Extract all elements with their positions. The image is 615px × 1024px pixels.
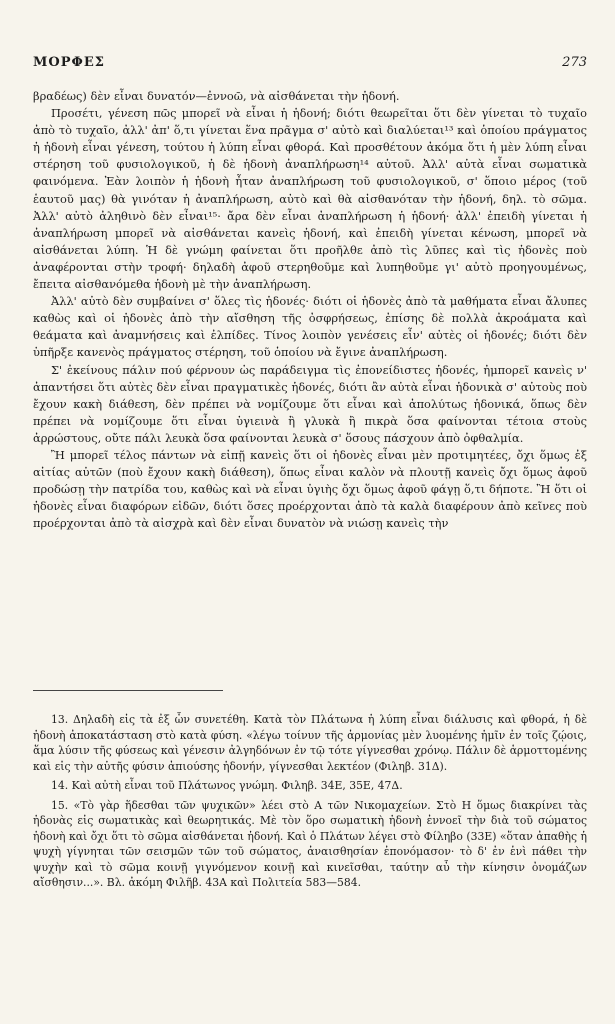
footnote-divider — [33, 690, 223, 691]
page-number: 273 — [562, 55, 587, 70]
footnote: 13. Δηλαδὴ εἰς τὰ ἐξ ὧν συνετέθη. Κατὰ τὸν Πλάτωνα ἡ λύπη εἶναι διάλυσις καὶ φθορά, ἡ δὲ ἡδονὴ ἀποκατάσταση στὸ κατὰ φύση. «λέγω τοίνυν τῆς ἁρμονίας μὲν λυομένης ἡμῖν ἐν τοῖς ζῴοις, ἅμα λύσιν τῆς φύσεως καὶ γένεσιν ἀλγηδόνων ἐν τῷ τότε γίγνεσθαι χρόνῳ. Πάλιν δὲ ἁρμοττομένης καὶ εἰς τὴν αὐτῆς φύσιν ἀπιούσης ἡδονήν, γίγνεσθαι λεκτέον (Φιληβ. 31Δ). — [33, 713, 587, 773]
footnote: 15. «Τὸ γὰρ ἥδεσθαι τῶν ψυχικῶν» λέει στὸ Α τῶν Νικομαχείων. Στὸ Η ὅμως διακρίνει τὰς ἡδονὰς εἰς σωματικὰς καὶ θεωρητικάς. Μὲ τὸν ὅρο σωματικὴ ἡδονὴ ἐννοεῖ τὴν διὰ τοῦ σώματος ἡδονὴ καὶ ὄχι ὅτι τὸ σῶμα αἰσθάνεται ἡδονή. Καὶ ὁ Πλάτων λέγει στὸ Φίληβο (33Ε) «ὅταν ἀπαθὴς ἡ ψυχὴ γίγνηται τῶν σεισμῶν τῶν τοῦ σώματος, ἀναισθησίαν ἐπονόμασον· τὸ δ' ἐν ἑνὶ πάθει τὴν ψυχὴν καὶ τὸ σῶμα κοινῇ γιγνόμενον κοινῇ καὶ κινεῖσθαι, ταύτην αὖ τὴν κίνησιν ὀνομάζων αἴσθησιν...». Βλ. ἀκόμη Φιλῆβ. 43Α καὶ Πολιτεία 583—584. — [33, 798, 587, 889]
page-header — [33, 55, 587, 77]
paragraph: βραδέως) δὲν εἶναι δυνατόν—ἐννοῶ, νὰ αἰσθάνεται τὴν ἡδονή. — [33, 89, 400, 103]
paragraph: Σ' ἐκείνους πάλιν πού φέρνουν ὡς παράδειγμα τὶς ἐπονείδιστες ἡδονές, ἠμπορεῖ κανεὶς ν' ἀπαντήσει ὅτι αὐτὲς δὲν εἶναι πραγματικὲς ἡδονές, διότι ἂν αὐτὰ εἶναι ἡδονικὰ σ' αὐτοὺς ποὺ ἔχουν κακὴ διάθεση, δὲν πρέπει νὰ νομίζουμε ὅτι εἶναι καὶ ἀπολύτως ἡδονικά, ὅπως δὲν πρέπει νὰ νομίζουμε ὅτι εἶναι ὑγιεινὰ ἢ γλυκὰ ἢ πικρὰ ὅσα φαίνονται τέτοια στοὺς ἀρρώστους, οὔτε πάλι λευκὰ ὅσα φαίνονται λευκὰ σ' ὅσους πάσχουν ἀπὸ ὀφθαλμία. — [33, 362, 587, 445]
main-text — [33, 88, 587, 532]
paragraph: Ἀλλ' αὐτὸ δὲν συμβαίνει σ' ὅλες τὶς ἡδονές· διότι οἱ ἡδονὲς ἀπὸ τὰ μαθήματα εἶναι ἄλυπες καθὼς καὶ οἱ ἡδονὲς ἀπὸ τὴν αἴσθηση τῆς ὀσφρήσεως, ἐπίσης δὲ πολλὰ ἀκροάματα καὶ θεάματα καὶ ἀναμνήσεις καὶ ἐλπίδες. Τίνος λοιπὸν γενέσεις εἶν' αὐτὲς οἱ ἡδονές; διότι δὲν ὑπῆρξε κανενὸς πράγματος στέρηση, τοῦ ὁποίου νὰ ἔγινε ἀναπλήρωση. — [33, 294, 587, 360]
footnotes — [33, 712, 587, 895]
paragraph: Προσέτι, γένεση πῶς μπορεῖ νὰ εἶναι ἡ ἡδονή; διότι θεωρεῖται ὅτι δὲν γίνεται τὸ τυχαῖο ἀπὸ τὸ τυχαῖο, ἀλλ' ἀπ' ὅ,τι γίνεται ἕνα πρᾶγμα σ' αὐτὸ καὶ διαλύεται¹³ καὶ ὁποίου πράγματος ἡ ἡδονὴ εἶναι γένεση, τούτου ἡ λύπη εἶναι φθορά. Καὶ προσθέτουν ἀκόμα ὅτι ἡ μὲν λύπη εἶναι στέρηση τοῦ φυσιολογικοῦ, ἡ δὲ ἡδονὴ ἀναπλήρωση¹⁴ αὐτοῦ. Ἀλλ' αὐτὰ εἶναι σωματικὰ φαινόμενα. Ἐὰν λοιπὸν ἡ ἡδονὴ ἦταν ἀναπλήρωση τοῦ φυσιολογικοῦ, σ' ὅποιο μέρος (τοῦ ἑαυτοῦ μας) θὰ γινόταν ἡ ἀναπλήρωση, αὐτὸ καὶ θὰ αἰσθανόταν τὴν ἡδονή, δηλ. τὸ σῶμα. Ἀλλ' αὐτὸ ἀληθινὸ δὲν εἶναι¹⁵· ἄρα δὲν εἶναι ἀναπλήρωση ἡ ἡδονή· ἀλλ' ἐπειδὴ γίνεται ἡ ἀναπλήρωση μπορεῖ νὰ αἰσθάνεται κανεὶς ἡδονή, καὶ ἐπειδὴ γίνεται κένωση, μπορεῖ νὰ αἰσθάνεται λύπη. Ἡ δὲ γνώμη φαίνεται ὅτι προῆλθε ἀπὸ τὶς λῦπες καὶ τὶς ἡδονὲς ποὺ ἀναφέρονται στὴν τροφή· δηλαδὴ ἀφοῦ στερηθοῦμε καὶ λυπηθοῦμε γι' αὐτὸ προηγουμένως, ἔπειτα αἰσθανόμεθα ἡδονὴ μὲ τὴν ἀναπλήρωση. — [33, 106, 587, 292]
footnote: 14. Καὶ αὐτὴ εἶναι τοῦ Πλάτωνος γνώμη. Φιληβ. 34Ε, 35Ε, 47Δ. — [51, 779, 403, 792]
book-page — [33, 0, 587, 1024]
paragraph: Ἢ μπορεῖ τέλος πάντων νὰ εἰπῇ κανεὶς ὅτι οἱ ἡδονὲς εἶναι μὲν προτιμητέες, ὄχι ὅμως ἐξ αἰτίας αὐτῶν (ποὺ ἔχουν κακὴ διάθεση), ὅπως εἶναι καλὸν νὰ πλουτῇ κανεὶς ὄχι ὅμως ἀφοῦ προδώσῃ τὴν πατρίδα του, καθὼς καὶ νὰ εἶναι ὑγιὴς ὄχι ὅμως ἀφοῦ φάγῃ ὅ,τι δήποτε. Ἢ ὅτι οἱ ἡδονὲς εἶναι διαφόρων εἰδῶν, διότι ὅσες προέρχονται ἀπὸ τὰ καλὰ διαφέρουν ἀπὸ κεῖνες ποὺ προέρχονται ἀπὸ τὰ αἰσχρὰ καὶ δὲν εἶναι δυνατὸν νὰ νιώσῃ κανεὶς τὴν — [33, 447, 587, 531]
running-head: ΜΟΡΦΕΣ — [33, 55, 105, 70]
